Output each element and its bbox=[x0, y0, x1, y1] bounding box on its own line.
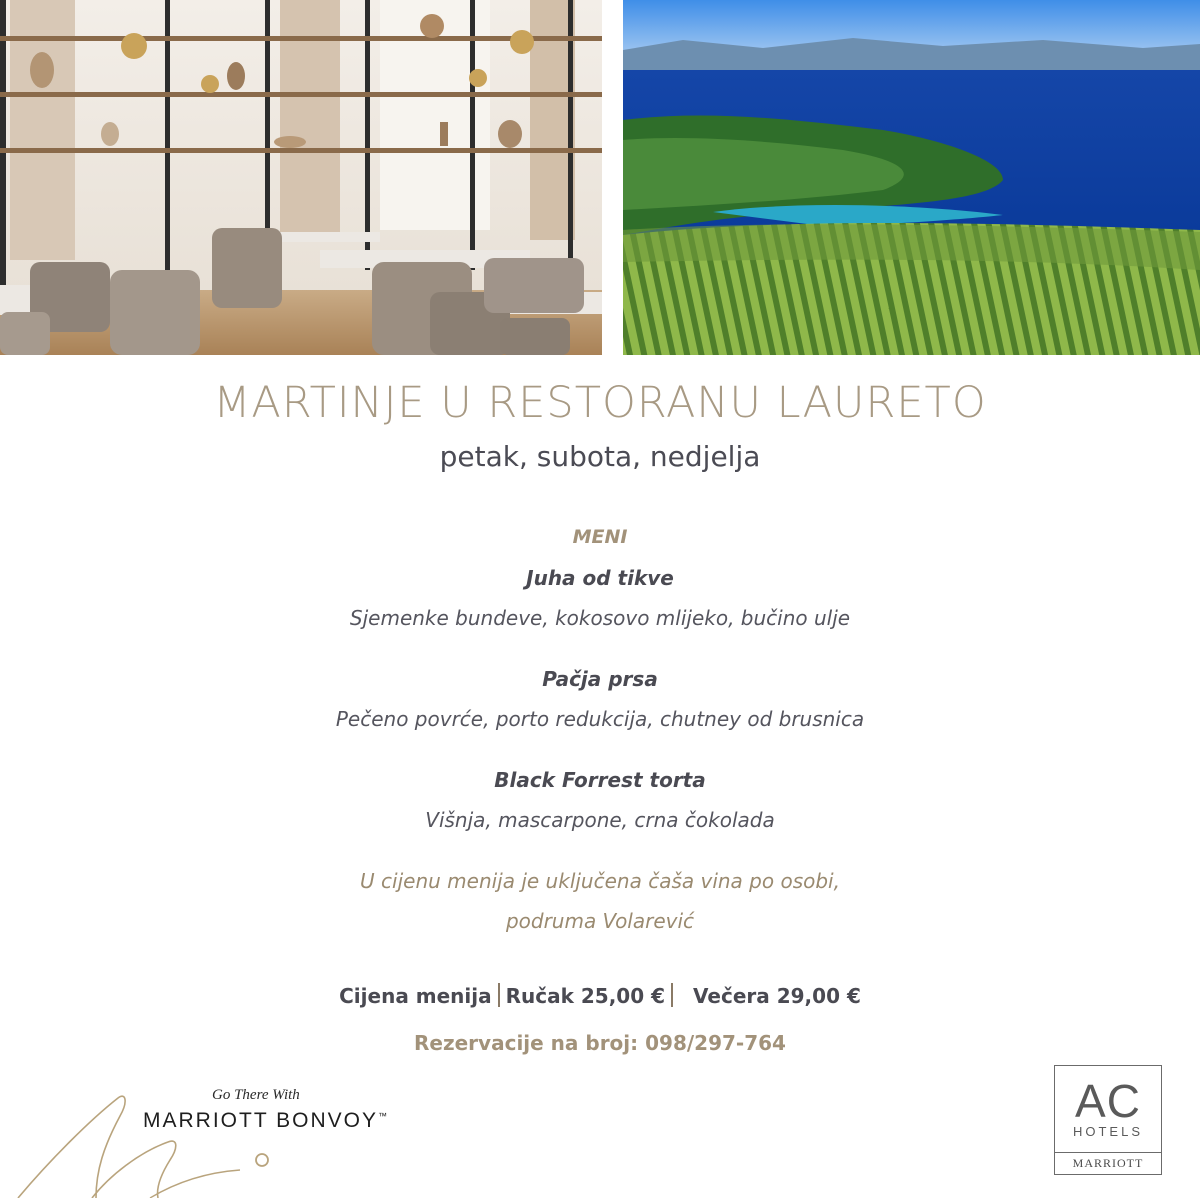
dish-3-description: Višnja, mascarpone, crna čokolada bbox=[425, 808, 775, 832]
price-separator bbox=[498, 983, 500, 1007]
dish-2-name: Pačja prsa bbox=[542, 667, 658, 691]
dish-2-description: Pečeno povrće, porto redukcija, chutney od brusnica bbox=[335, 707, 865, 731]
dinner-price: Večera 29,00 € bbox=[693, 984, 861, 1008]
wine-note-line-1: U cijenu menija je uključena čaša vina po osobi, bbox=[360, 869, 840, 893]
dish-1-description: Sjemenke bundeve, kokosovo mlijeko, bučino ulje bbox=[349, 606, 851, 630]
restaurant-interior-photo bbox=[0, 0, 602, 355]
reservation-phone: Rezervacije na broj: 098/297-764 bbox=[414, 1031, 786, 1055]
price-label: Cijena menija bbox=[339, 984, 492, 1008]
price-row bbox=[0, 983, 1200, 1008]
bonvoy-script-m-icon bbox=[0, 1080, 420, 1198]
page-title: MARTINJE U RESTORANU LAURETO bbox=[213, 378, 987, 428]
dish-3-name: Black Forrest torta bbox=[494, 768, 706, 792]
bonvoy-tagline: Go There With bbox=[212, 1087, 300, 1103]
event-days-subtitle: petak, subota, nedjelja bbox=[439, 440, 761, 473]
vineyard-coast-photo bbox=[623, 0, 1200, 355]
wine-note-line-2: podruma Volarević bbox=[505, 909, 695, 933]
dish-1-name: Juha od tikve bbox=[526, 566, 674, 590]
menu-heading: MENI bbox=[572, 526, 628, 548]
bonvoy-name-text: MARRIOTT BONVOY bbox=[143, 1109, 378, 1132]
ac-hotels-text: HOTELS bbox=[1072, 1124, 1143, 1139]
lunch-price: Ručak 25,00 € bbox=[505, 984, 666, 1008]
ac-letters: AC bbox=[1075, 1075, 1141, 1127]
ac-divider bbox=[1055, 1152, 1161, 1153]
price-separator bbox=[671, 983, 673, 1007]
ac-hotels-logo bbox=[1054, 1065, 1162, 1175]
marriott-bonvoy-logo bbox=[143, 1109, 389, 1133]
bonvoy-tm: ™ bbox=[377, 1111, 389, 1121]
ac-marriott-text: MARRIOTT bbox=[1072, 1156, 1144, 1170]
